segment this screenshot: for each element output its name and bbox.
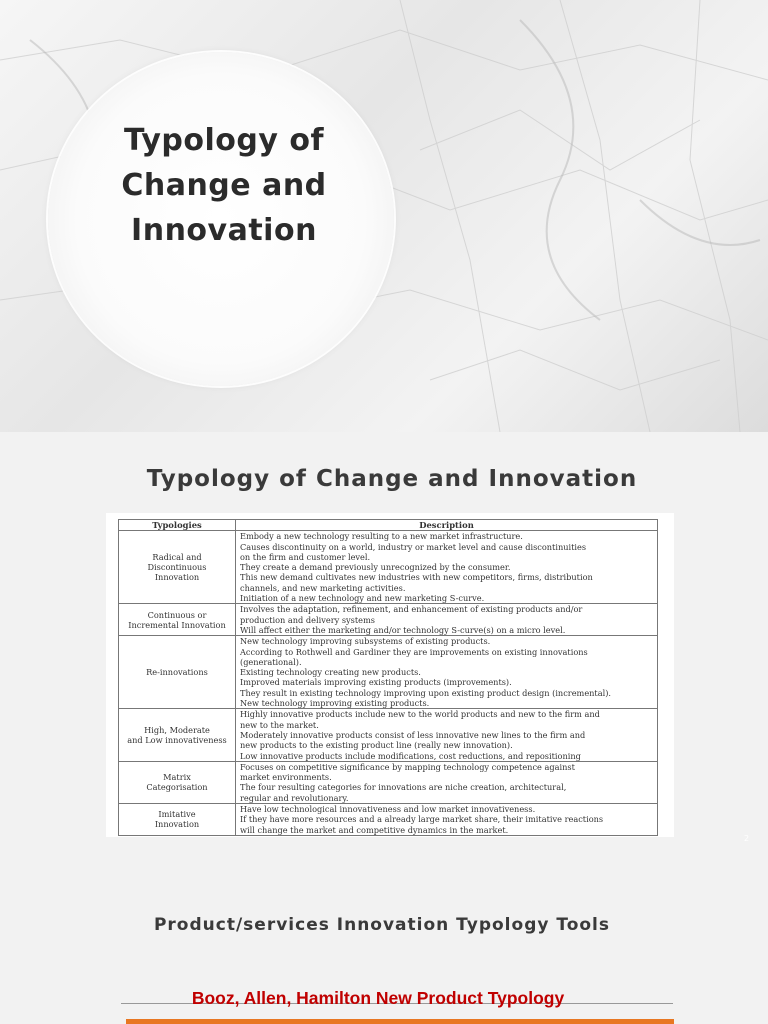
typology-line: Categorisation [146, 782, 208, 793]
description-line: channels, and new marketing activities. [240, 582, 406, 593]
description-line: According to Rothwell and Gardiner they are improvements on existing innovations [240, 646, 588, 657]
description-cell [236, 761, 658, 803]
typology-line: Re-innovations [146, 667, 208, 678]
title-line-1: Typology of [123, 123, 325, 158]
description-line: New technology improving subsystems of existing products. [240, 636, 491, 647]
description-line: on the firm and customer level. [240, 551, 371, 562]
description-line: Improved materials improving existing products (improvements). [240, 677, 512, 688]
typology-line: Imitative [158, 809, 196, 820]
description-line: Initiation of a new technology and new marketing S-curve. [240, 593, 485, 604]
description-line: This new demand cultivates new industries with new competitors, firms, distribution [240, 572, 593, 583]
table-row [119, 804, 658, 836]
description-line: Causes discontinuity on a world, industry or market level and cause discontinuities [240, 541, 587, 552]
description-line: Low innovative products include modifications, cost reductions, and repositioning [240, 750, 581, 761]
description-line: They create a demand previously unrecognized by the consumer. [240, 562, 511, 573]
table-slide-title: Typology of Change and Innovation [146, 466, 638, 492]
slide-title [84, 118, 364, 253]
description-line: Existing technology creating new products. [240, 667, 421, 678]
description-line: will change the market and competitive dynamics in the market. [240, 824, 509, 835]
typology-cell [119, 804, 236, 836]
description-line: Involves the adaptation, refinement, and enhancement of existing products and/or [240, 604, 583, 615]
accent-bar [126, 1019, 674, 1024]
description-line: Highly innovative products include new to the world products and new to the firm and [240, 709, 600, 720]
table-row [119, 761, 658, 803]
description-cell [236, 804, 658, 836]
description-line: Will affect either the marketing and/or technology S-curve(s) on a micro level. [240, 624, 566, 635]
description-line: Have low technological innovativeness and low market innovativeness. [240, 804, 536, 815]
description-line: (generational). [240, 656, 302, 667]
typology-cell [119, 761, 236, 803]
typology-line: Continuous or [147, 609, 207, 620]
table-row [119, 604, 658, 636]
description-line: If they have more resources and a already large market share, their imitative reactions [240, 814, 604, 825]
description-line: The four resulting categories for innovations are niche creation, architectural, [240, 782, 567, 793]
typology-line: and Low innovativeness [127, 735, 227, 746]
typology-cell [119, 604, 236, 636]
typology-line: Radical and [152, 551, 202, 562]
description-cell [236, 531, 658, 604]
title-line-3: Innovation [131, 213, 317, 248]
description-cell [236, 604, 658, 636]
typology-cell [119, 531, 236, 604]
description-line: New technology improving existing products. [240, 698, 430, 709]
tools-slide-title: Product/services Innovation Typology Tools [153, 915, 611, 935]
description-line: new to the market. [240, 719, 319, 730]
typology-cell [119, 636, 236, 709]
typology-line: Discontinuous [147, 562, 207, 573]
table-row [119, 709, 658, 761]
description-line: Focuses on competitive significance by mapping technology competence against [240, 761, 575, 772]
title-line-2: Change and [121, 168, 327, 203]
booz-allen-title: Booz, Allen, Hamilton New Product Typology [191, 988, 565, 1008]
description-line: production and delivery systems [240, 614, 375, 625]
title-slide [0, 0, 768, 432]
table-row [119, 636, 658, 709]
typology-cell [119, 709, 236, 761]
description-line: regular and revolutionary. [240, 792, 349, 803]
typology-table-figure [106, 513, 674, 837]
column-header-description: Description [236, 520, 658, 531]
typology-line: Innovation [154, 819, 200, 830]
description-line: new products to the existing product line (really new innovation). [240, 740, 513, 751]
typology-line: High, Moderate [144, 724, 210, 735]
description-line: They result in existing technology improving upon existing product design (incremental). [240, 687, 612, 698]
description-cell [236, 709, 658, 761]
typology-table [118, 519, 658, 836]
page-number: 2 [744, 834, 750, 843]
description-line: market environments. [240, 772, 332, 783]
column-header-typologies: Typologies [119, 520, 236, 531]
typology-line: Innovation [154, 572, 200, 583]
description-line: Moderately innovative products consist of less innovative new lines to the firm and [240, 729, 586, 740]
description-cell [236, 636, 658, 709]
description-line: Embody a new technology resulting to a new market infrastructure. [240, 531, 523, 542]
table-row [119, 531, 658, 604]
typology-line: Incremental Innovation [128, 619, 226, 630]
typology-line: Matrix [163, 772, 191, 783]
